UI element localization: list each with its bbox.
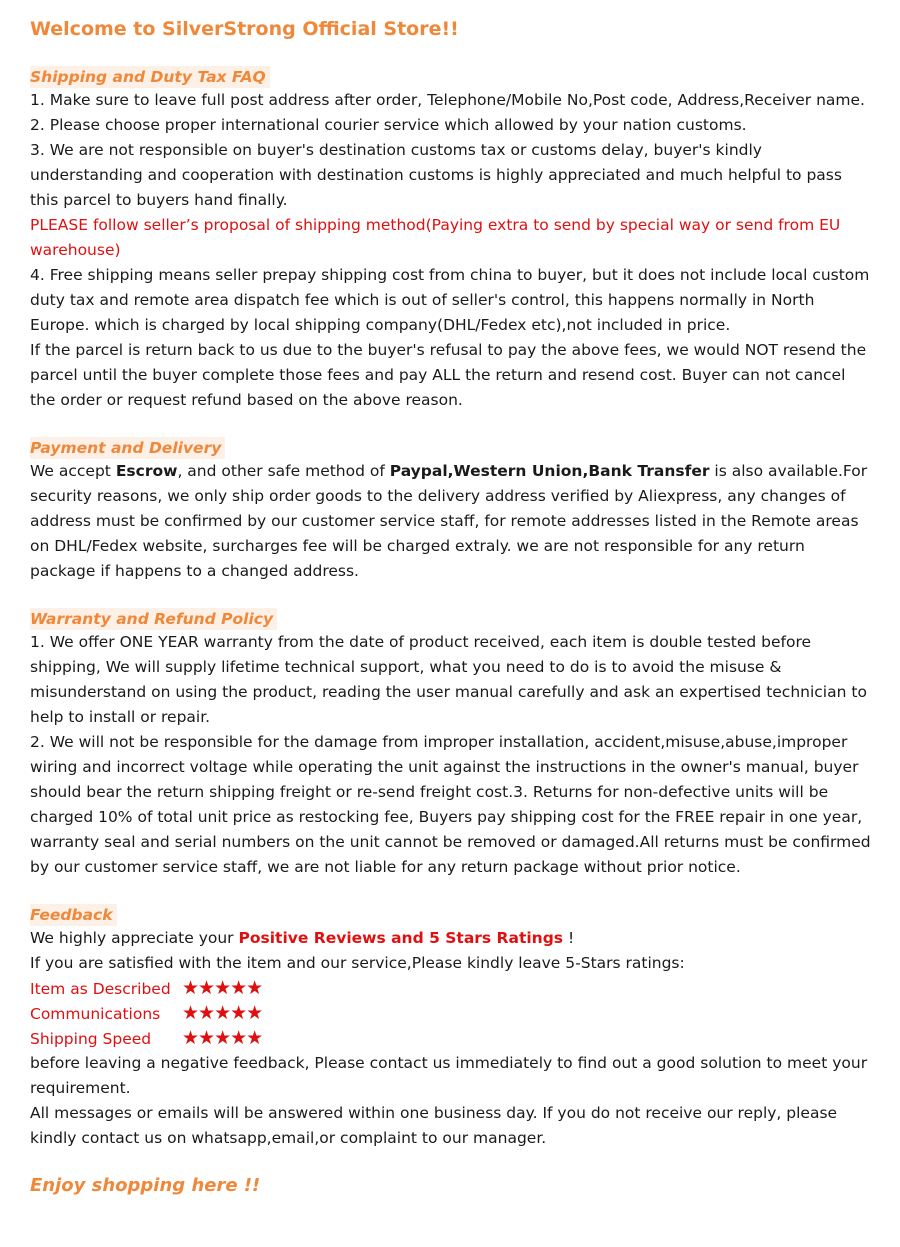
appreciation-prefix: We highly appreciate your	[30, 929, 239, 947]
shipping-item-3: 3. We are not responsible on buyer's destination customs tax or customs delay, buyer's kindly understanding and cooperation with destination customs is highly appreciated and much helpful to pass this parcel to buyers hand finally.	[30, 141, 842, 209]
rating-label: Item as Described	[30, 979, 171, 998]
payment-text-part: We accept	[30, 462, 116, 480]
appreciation-highlight: Positive Reviews and 5 Stars Ratings	[238, 929, 564, 947]
five-star-icon: ★★★★★	[182, 977, 263, 999]
negative-feedback-note: before leaving a negative feedback, Please contact us immediately to find out a good solution to meet your requirement.	[30, 1054, 868, 1097]
method-separator: ,	[447, 462, 454, 480]
shipping-item-4: 4. Free shipping means seller prepay shipping cost from china to buyer, but it does not include local custom duty tax and remote area dispatch fee which is out of seller's control, this happens normally in North Europe. which is charged by local shipping company(DHL/Fedex etc),not included in price.	[30, 266, 870, 334]
shipping-item-2: 2. Please choose proper international courier service which allowed by your nation customs.	[30, 116, 747, 134]
rating-row-communications	[30, 1001, 872, 1026]
closing-message: Enjoy shopping here !!	[30, 1175, 261, 1196]
five-star-icon: ★★★★★	[182, 1002, 263, 1024]
warranty-section	[30, 608, 872, 880]
rating-label: Shipping Speed	[30, 1029, 152, 1048]
warranty-item-1: 1. We offer ONE YEAR warranty from the date of product received, each item is double tested before shipping, We will supply lifetime technical support, what you need to do is to avoid the misuse & misunderstand on using the product, reading the user manual carefully and ask an expertised technician to help to install or repair.	[30, 633, 867, 726]
warranty-heading: Warranty and Refund Policy	[30, 608, 277, 630]
western-union-method: Western Union	[453, 462, 583, 480]
payment-section	[30, 437, 872, 584]
escrow-method: Escrow	[115, 462, 178, 480]
response-time-note: All messages or emails will be answered within one business day. If you do not receive our reply, please kindly contact us on whatsapp,email,or complaint to our manager.	[30, 1104, 838, 1147]
bank-transfer-method: Bank Transfer	[588, 462, 710, 480]
payment-text-part: is also available.For security reasons, we only ship order goods to the delivery address verified by Aliexpress, any changes of address must be confirmed by our customer service staff, for remote addresses listed in the Remote areas on DHL/Fedex website, surcharges fee will be charged extraly. we are not responsible for any return package if happens to a changed address.	[30, 462, 868, 580]
rating-row-shipping-speed	[30, 1026, 872, 1051]
payment-text-part: , and other safe method of	[177, 462, 390, 480]
five-star-icon: ★★★★★	[182, 1027, 263, 1049]
feedback-heading: Feedback	[30, 904, 117, 926]
appreciation-suffix: !	[563, 929, 575, 947]
feedback-appreciation	[30, 926, 872, 951]
feedback-section	[30, 904, 872, 1151]
payment-heading: Payment and Delivery	[30, 437, 225, 459]
shipping-heading: Shipping and Duty Tax FAQ	[30, 66, 270, 88]
return-fee-policy: If the parcel is return back to us due to the buyer's refusal to pay the above fees, we would NOT resend the parcel until the buyer complete those fees and pay ALL the return and resend cost. Buyer can not cancel the order or request refund based on the above reason.	[30, 341, 867, 409]
rating-row-item-as-described	[30, 976, 872, 1001]
shipping-item-1: 1. Make sure to leave full post address after order, Telephone/Mobile No,Post code, Address,Receiver name.	[30, 91, 865, 109]
shipping-section	[30, 66, 872, 413]
warranty-item-2: 2. We will not be responsible for the damage from improper installation, accident,misuse,abuse,improper wiring and incorrect voltage while operating the unit against the instructions in the owner's manual, buyer should bear the return shipping freight or re-send freight cost.3. Returns for non-defective units will be charged 10% of total unit price as restocking fee, Buyers pay shipping cost for the FREE repair in one year, warranty seal and serial numbers on the unit cannot be removed or damaged.All returns must be confirmed by our customer service staff, we are not liable for any return package without prior notice.	[30, 733, 871, 876]
payment-text	[30, 459, 872, 584]
store-title: Welcome to SilverStrong Official Store!!	[30, 18, 459, 40]
feedback-request: If you are satisfied with the item and our service,Please kindly leave 5-Stars ratings:	[30, 954, 685, 972]
shipping-method-notice: PLEASE follow seller’s proposal of shipping method(Paying extra to send by special way or send from EU warehouse)	[30, 216, 841, 259]
paypal-method: Paypal	[389, 462, 448, 480]
method-separator: ,	[582, 462, 589, 480]
rating-label: Communications	[30, 1004, 161, 1023]
